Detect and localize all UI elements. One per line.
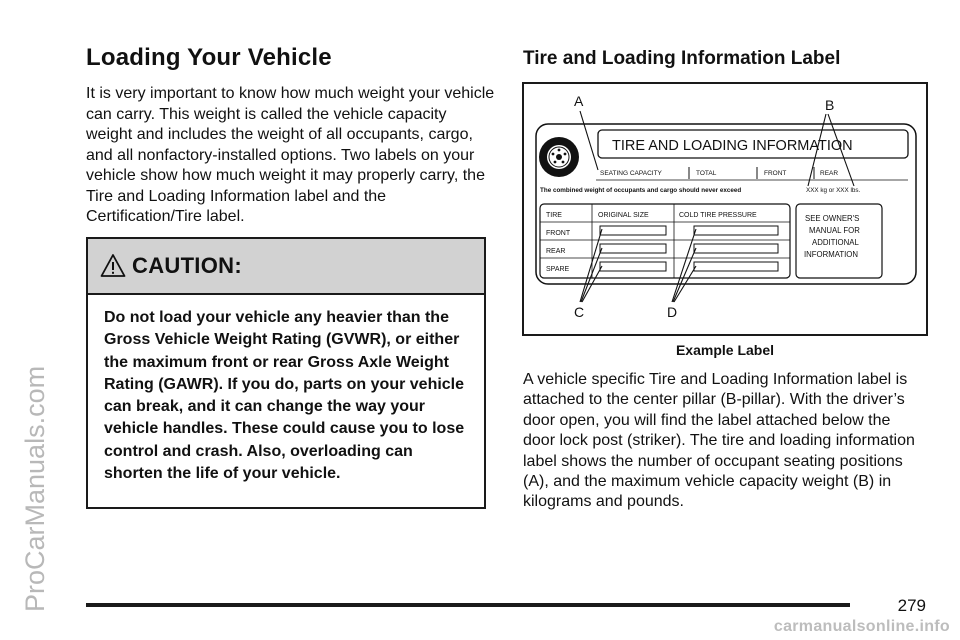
see-owners-line-2: MANUAL FOR	[809, 226, 860, 235]
seating-capacity-label: SEATING CAPACITY	[600, 170, 662, 177]
table-header-tire: TIRE	[546, 212, 562, 219]
figure-caption: Example Label	[675, 342, 775, 358]
intro-paragraph: It is very important to know how much weight your vehicle can carry. This weight is called the vehicle capacity weight and includes the weight of all occupants, cargo, and all nonfactory-installed options. Two labels on your vehicle show how much weight it may properly carry, the Tire and Loading Information label and the Certification/Tire label.	[86, 85, 495, 225]
footer-rule	[86, 603, 850, 607]
caution-header	[88, 239, 484, 295]
callout-d: D	[667, 304, 678, 320]
footer-watermark: carmanualsonline.info	[773, 618, 950, 635]
page-number: 279	[897, 596, 926, 615]
callout-a: A	[574, 93, 584, 109]
front-label: FRONT	[764, 170, 787, 177]
table-header-cold-tire-pressure: COLD TIRE PRESSURE	[679, 212, 757, 219]
caution-box	[86, 237, 486, 509]
table-row-rear: REAR	[546, 248, 566, 255]
rear-label: REAR	[820, 170, 839, 177]
table-header-original-size: ORIGINAL SIZE	[598, 212, 649, 219]
side-watermark	[12, 0, 56, 640]
see-owners-line-1: SEE OWNER'S	[805, 214, 860, 223]
table-row-spare: SPARE	[546, 266, 570, 273]
caution-title: CAUTION:	[132, 253, 242, 278]
table-row-front: FRONT	[546, 230, 571, 237]
callout-c: C	[574, 304, 585, 320]
warning-triangle-icon	[100, 253, 126, 279]
example-label-figure	[522, 82, 928, 336]
callout-b: B	[825, 97, 835, 113]
combined-weight-text: The combined weight of occupants and cargo should never exceed	[540, 187, 742, 194]
total-label: TOTAL	[696, 170, 717, 177]
section-heading: Tire and Loading Information Label	[523, 48, 841, 69]
see-owners-line-3: ADDITIONAL	[812, 238, 859, 247]
caution-text: Do not load your vehicle any heavier than the Gross Vehicle Weight Rating (GVWR), or either the maximum front or rear Gross Axle Weight Rating (GAWR). If you do, parts on your vehicle can break, and it can change the way your vehicle handles. These could cause you to lose control and crash. Also, overloading can shorten the life of your vehicle.	[104, 309, 465, 483]
label-description-paragraph: A vehicle specific Tire and Loading Information label is attached to the center pillar (B-pillar). With the driver’s door open, you will find the label attached below the door lock post (striker). The tire and loading information label shows the number of occupant seating positions (A), and the maximum vehicle capacity weight (B) in kilograms and pounds.	[523, 371, 915, 511]
weight-value: XXX kg or XXX lbs.	[806, 187, 861, 194]
label-title: TIRE AND LOADING INFORMATION	[612, 138, 853, 154]
see-owners-line-4: INFORMATION	[804, 250, 858, 259]
side-watermark-text: ProCarManuals.com	[20, 365, 50, 612]
tire-icon	[539, 137, 579, 177]
page-title: Loading Your Vehicle	[86, 44, 332, 71]
